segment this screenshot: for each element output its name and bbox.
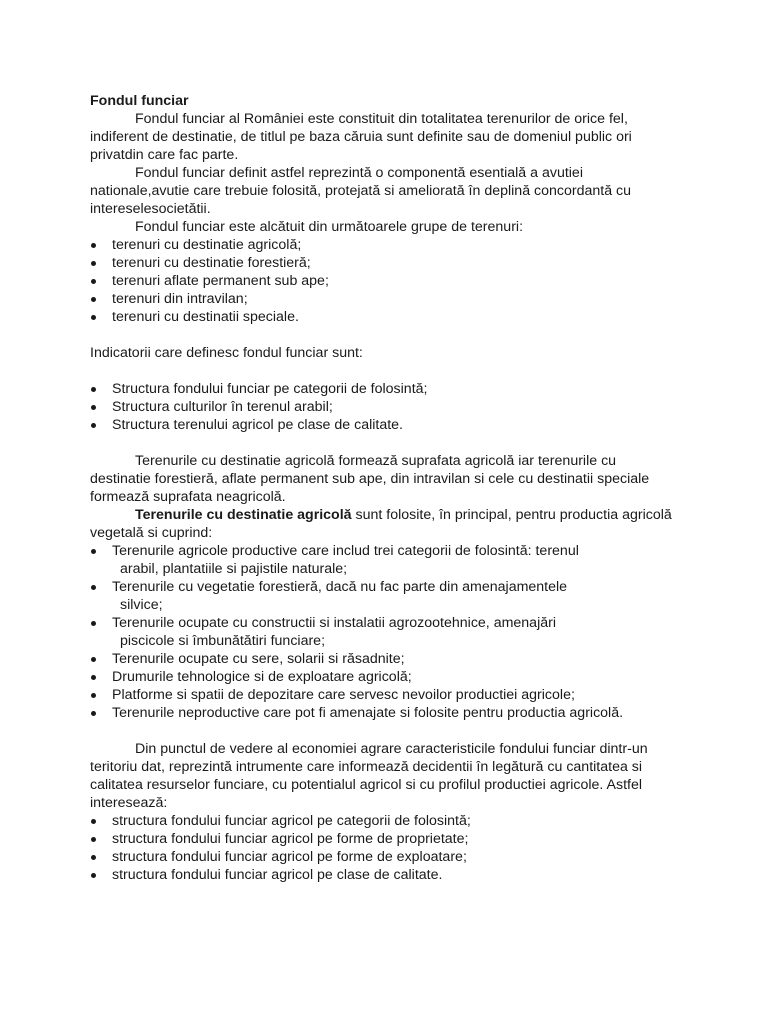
indicators-intro: Indicatorii care definesc fondul funciar sunt: (90, 345, 363, 361)
indicators-list (90, 380, 680, 434)
paragraph-surfaces: Terenurile cu destinatie agricolă formează suprafata agricolă iar terenurile cu destinatie forestieră, aflate permanent sub ape, din intravilan si cele cu destinatii speciale formează suprafata neagricolă. (90, 453, 650, 505)
paragraph-economics: Din punctul de vedere al economiei agrare caracteristicile fondului funciar dintr-un teritoriu dat, reprezintă intrumente care informează decidentii în legătură cu cantitatea si calitatea resurselor funciare, cu potentialul agricol si cu profilul productiei agricole. Astfel interesează: (90, 741, 648, 811)
list-item: terenuri din intravilan; (90, 290, 680, 308)
paragraph-agricultural-lands (90, 506, 680, 542)
document-body (90, 92, 680, 884)
list-item: Structura culturilor în terenul arabil; (90, 398, 680, 416)
list-item: Terenurile cu vegetatie forestieră, dacă nu fac parte din amenajamentele silvice; (90, 578, 680, 614)
list-item: Terenurile ocupate cu constructii si instalatii agrozootehnice, amenajări piscicole si îmbunătătiri funciare; (90, 614, 680, 650)
list-item: terenuri cu destinatie forestieră; (90, 254, 680, 272)
paragraph-importance: Fondul funciar definit astfel reprezintă o componentă esentială a avutiei nationale,avutie care trebuie folosită, protejată si ameliorată în deplină concordantă cu intereselesocietătii. (90, 165, 632, 217)
structures-list (90, 812, 680, 884)
list-item: Platforme si spatii de depozitare care servesc nevoilor productiei agricole; (90, 686, 680, 704)
list-item: structura fondului funciar agricol pe clase de calitate. (90, 866, 680, 884)
list-item: terenuri cu destinatii speciale. (90, 308, 680, 326)
list-item: Structura fondului funciar pe categorii de folosintă; (90, 380, 680, 398)
bold-term: Terenurile cu destinatie agricolă (135, 507, 352, 523)
list-item: structura fondului funciar agricol pe categorii de folosintă; (90, 812, 680, 830)
list-item: Structura terenului agricol pe clase de calitate. (90, 416, 680, 434)
paragraph-text: sunt folosite, în principal, pentru productia agricolă vegetală si cuprind: (90, 507, 672, 541)
list-item: Drumurile tehnologice si de exploatare agricolă; (90, 668, 680, 686)
list-item: terenuri cu destinatie agricolă; (90, 236, 680, 254)
land-groups-list (90, 236, 680, 326)
list-item: Terenurile agricole productive care includ trei categorii de folosintă: terenul arabil, plantatiile si pajistile naturale; (90, 542, 680, 578)
paragraph-groups-intro: Fondul funciar este alcătuit din următoarele grupe de terenuri: (135, 219, 524, 235)
list-item-overflow: Terenurile neproductive care pot fi amenajate si folosite pentru productia agricolă. (90, 704, 680, 722)
list-item: terenuri aflate permanent sub ape; (90, 272, 680, 290)
paragraph-definition: Fondul funciar al României este constituit din totalitatea terenurilor de orice fel, indiferent de destinatie, de titlul pe baza căruia sunt definite sau de domeniul public ori privatdin care fac parte. (90, 111, 632, 163)
list-item: structura fondului funciar agricol pe forme de exploatare; (90, 848, 680, 866)
agricultural-lands-list (90, 542, 680, 704)
list-item: structura fondului funciar agricol pe forme de proprietate; (90, 830, 680, 848)
document-title: Fondul funciar (90, 93, 189, 109)
list-item: Terenurile ocupate cu sere, solarii si răsadnite; (90, 650, 680, 668)
